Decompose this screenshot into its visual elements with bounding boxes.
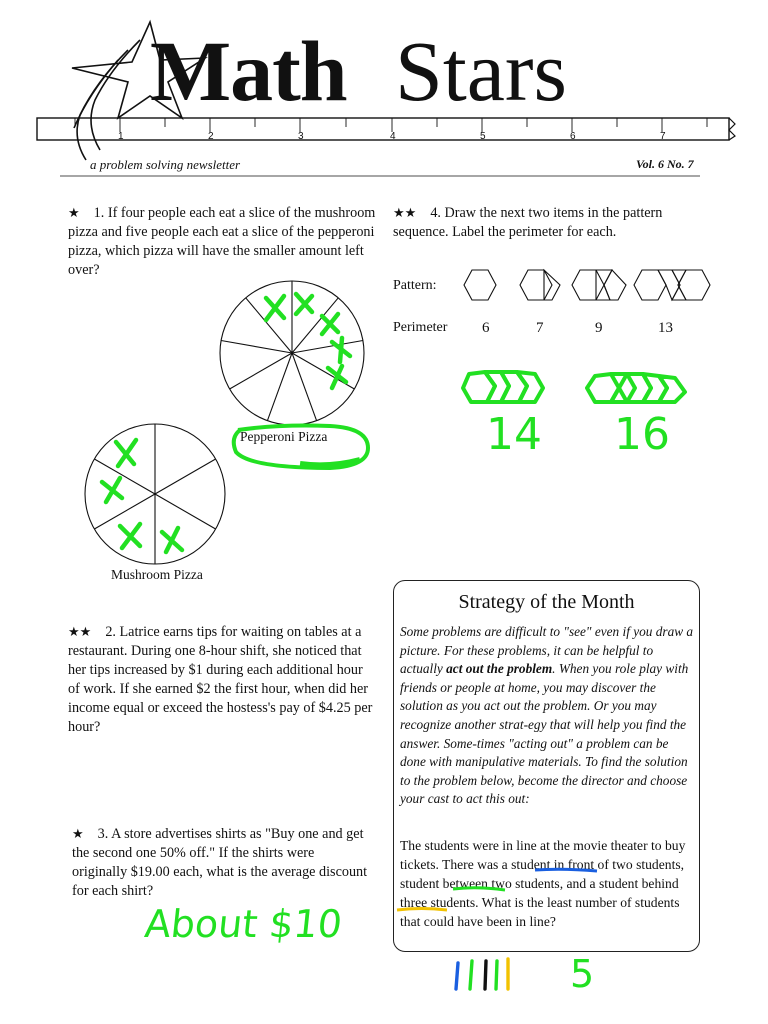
problem-number: 3.	[97, 826, 109, 842]
strategy-text: . When you role play with friends or people at home, you may discover the solution as you act out the problem. Or you may recognize another strat-egy that will help you find the answer. Some-times "acting out" a problem can be done with manipulative materials. To find the solution to the problem below, become the director and choose your cast to act this out:	[400, 661, 689, 807]
mushroom-label: Mushroom Pizza	[111, 567, 203, 582]
handwritten-underlines	[393, 860, 703, 920]
ruler-number: 7	[660, 131, 666, 142]
handwritten-x-marks	[102, 294, 350, 552]
handwritten-answer-3: About $10	[142, 902, 345, 946]
problem-number: 4.	[430, 205, 441, 221]
problem-text: Latrice earns tips for waiting on tables at a restaurant. During one 8-hour shift, she noticed that her tips increased by $1 during each additional hour of work. If she earned $2 the first hour, when did her income equal or exceed the hostess's pay of $4.25 per hour?	[68, 624, 373, 735]
title-math: Math	[150, 23, 347, 119]
issue-number: Vol. 6 No. 7	[636, 157, 694, 171]
difficulty-stars: ★★	[393, 206, 417, 221]
perimeter-value: 9	[595, 320, 603, 336]
ruler-number: 5	[480, 131, 486, 142]
problem-text: If four people each eat a slice of the mushroom pizza and five people each eat a slice of the pepperoni pizza, which pizza will have the smaller amount left over?	[68, 205, 376, 278]
ruler	[37, 118, 735, 140]
problem-number: 1.	[93, 205, 105, 221]
strategy-text: Some problems are difficult to "see" even if you draw a picture. For these problems, it can be helpful to actually	[400, 624, 694, 677]
problem-2	[68, 623, 378, 737]
title-stars: Stars	[395, 23, 567, 119]
problem-4	[393, 204, 703, 242]
perimeter-label: Perimeter	[393, 320, 448, 335]
handwritten-answer-strategy: 5	[570, 952, 595, 996]
difficulty-stars: ★★	[68, 625, 92, 640]
ruler-number: 1	[118, 131, 124, 142]
pizza-diagrams	[0, 270, 400, 600]
ruler-number: 3	[298, 131, 304, 142]
hexagon-shape	[464, 270, 496, 300]
problem-text: Draw the next two items in the pattern sequence. Label the perimeter for each.	[393, 205, 663, 240]
mushroom-pizza	[85, 424, 225, 564]
tagline: a problem solving newsletter	[90, 157, 241, 172]
problem-text: A store advertises shirts as "Buy one and get the second one 50% off." If the shirts were originally $19.00 each, what is the average discount for each shirt?	[72, 826, 368, 899]
perimeter-value: 13	[658, 320, 673, 336]
strategy-description	[400, 623, 696, 809]
header-graphic	[0, 0, 768, 180]
hexagon-pattern	[460, 262, 730, 312]
perimeter-value: 7	[536, 320, 544, 336]
strategy-problem: The students were in line at the movie theater to buy tickets. There was a student in front of two students, student between two students, and a student behind three students. What is the least number of students that could have been in line?	[400, 838, 686, 929]
strategy-emphasis: act out the problem	[446, 661, 553, 677]
problem-number: 2.	[105, 624, 116, 640]
difficulty-stars: ★	[72, 827, 84, 842]
ruler-number: 6	[570, 131, 576, 142]
strategy-title: Strategy of the Month	[458, 591, 635, 613]
problem-3	[72, 825, 372, 901]
perimeter-value: 6	[482, 320, 490, 336]
ruler-number: 4	[390, 131, 396, 142]
handwritten-tally-marks	[450, 955, 520, 995]
difficulty-stars: ★	[68, 206, 80, 221]
handwritten-perimeter-16: 16	[614, 409, 670, 460]
pattern-label: Pattern:	[393, 278, 437, 293]
handwritten-perimeter-14: 14	[486, 409, 542, 460]
pepperoni-label: Pepperoni Pizza	[240, 429, 328, 444]
ruler-number: 2	[208, 131, 214, 142]
problem-1	[68, 204, 380, 280]
